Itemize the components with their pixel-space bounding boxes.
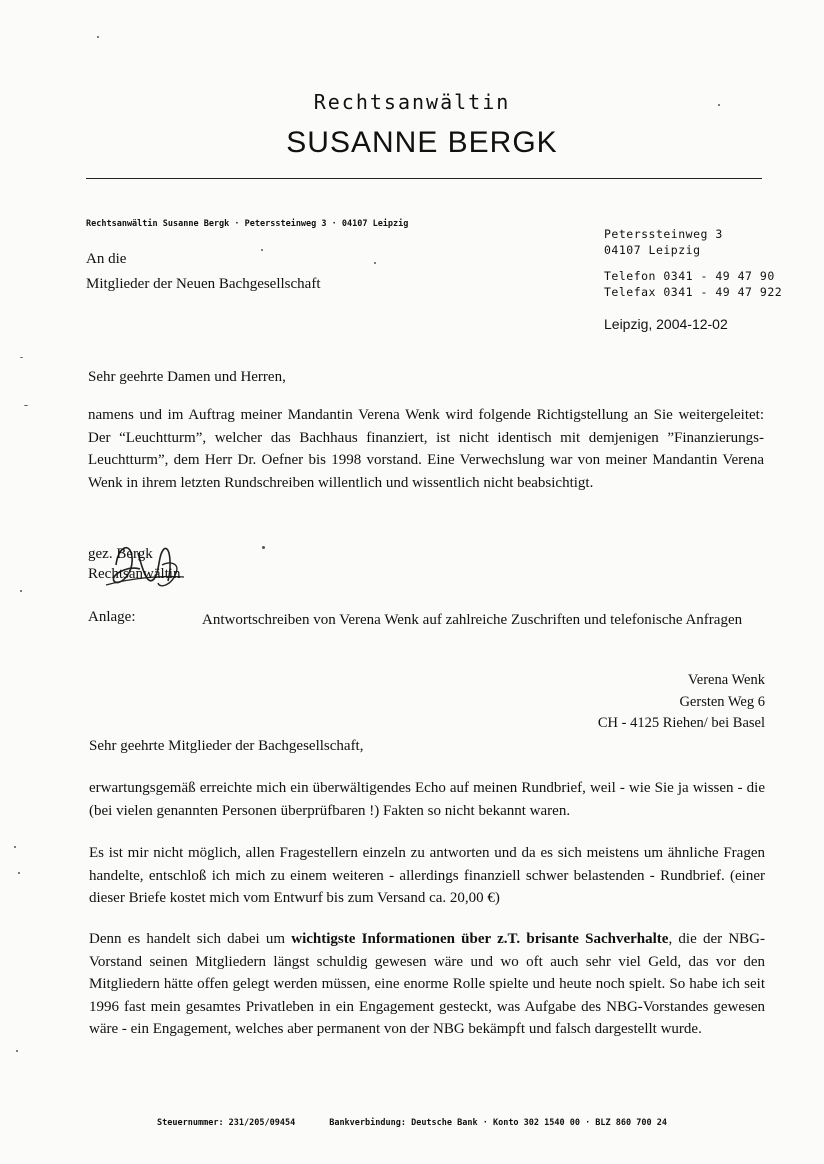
salutation: Sehr geehrte Damen und Herren, (88, 369, 286, 385)
recipient-block (86, 247, 321, 297)
enclosure-text: Antwortschreiben von Verena Wenk auf zahlreiche Zuschriften und telefonische Anfragen (202, 612, 743, 628)
body-paragraph: namens und im Auftrag meiner Mandantin Verena Wenk wird folgende Richtigstellung an Sie weitergeleitet: Der “Leuchtturm”, welcher das Bachhaus finanziert, ist nicht identisch mit demjenigen ”Finanzierungs-Leuchtturm”, dem Herr Dr. Oefner bis 1998 vorstand. Eine Verwechslung war von meiner Mandantin Verena Wenk in ihrem letzten Rundschreiben willentlich und wissentlich nicht beabsichtigt. (88, 407, 764, 491)
enclosure-label: Anlage: (88, 609, 136, 625)
attachment-paragraph-1: erwartungsgemäß erreichte mich ein überwältigendes Echo auf meinen Rundbrief, weil - wie Sie ja wissen - die (bei vielen genannten Personen überprüfbaren !) Fakten so nicht bekannt waren. (89, 780, 765, 819)
letter-date: Leipzig, 2004-12-02 (604, 316, 728, 332)
attachment-paragraph-2: Es ist mir nicht möglich, allen Fragestellern einzeln zu antworten und da es sich meistens um ähnliche Fragen handelte, entschloß ich mich zu einem weiteren - allerdings finanziell schwer belastenden - Rundbrief. (einer dieser Briefe kostet mich vom Entwurf bis zum Versand ca. 20,00 €) (89, 845, 765, 906)
recipient-line2: Mitglieder der Neuen Bachgesellschaft (86, 276, 321, 292)
attachment-sender-name: Verena Wenk (687, 672, 765, 688)
closing-line2: Rechtsanwältin (88, 566, 181, 582)
attachment-paragraph-3-end: , die der NBG-Vorstand seinen Mitgliedern längst schuldig gewesen wäre und wo oft auch sehr viel Geld, das vor den Mitgliedern hätte offen gelegt werden müssen, eine enorme Rolle spielte und heute noch spielt. So habe ich seit 1996 fast mein gesamtes Privatleben in ein Engagement gesteckt, was Aufgabe des NBG-Vorstandes gewesen wäre - ein Engagement, welches aber permanent von der NBG bekämpft und falsch dargestellt wurde. (89, 931, 765, 1037)
attachment-paragraph-3-emphasis: wichtigste Informationen über z.T. brisante Sachverhalte (291, 931, 669, 947)
scan-speck (374, 262, 376, 264)
scan-speck (261, 249, 263, 251)
letterhead-role: Rechtsanwältin (313, 90, 511, 114)
scan-speck (97, 36, 99, 38)
scan-speck (262, 546, 265, 549)
return-address: Rechtsanwältin Susanne Bergk · Peterssteinweg 3 · 04107 Leipzig (86, 219, 409, 229)
sender-info (604, 226, 782, 300)
recipient-line1: An die (86, 251, 127, 267)
sender-city: 04107 Leipzig (604, 243, 701, 257)
attachment-sender (598, 670, 765, 735)
scan-speck (20, 357, 23, 358)
scan-speck (718, 104, 720, 106)
attachment-paragraph-3 (89, 928, 765, 1041)
footer-bank-details: Bankverbindung: Deutsche Bank · Konto 302 1540 00 · BLZ 860 700 24 (329, 1118, 667, 1128)
attachment-sender-street: Gersten Weg 6 (679, 693, 765, 710)
sender-street: Peterssteinweg 3 (604, 227, 723, 241)
handwritten-signature (88, 535, 248, 595)
scan-speck (24, 405, 28, 406)
attachment-sender-city: CH - 4125 Riehen/ bei Basel (597, 715, 765, 731)
attachment-salutation: Sehr geehrte Mitglieder der Bachgesellschaft, (89, 738, 364, 754)
sender-fax: Telefax 0341 - 49 47 922 (604, 285, 783, 299)
letterhead-name: SUSANNE BERGK (286, 126, 558, 159)
scan-speck (20, 590, 22, 592)
letterhead-divider (86, 178, 762, 179)
attachment-paragraph-3-start: Denn es handelt sich dabei um (89, 931, 292, 947)
footer-tax-number: Steuernummer: 231/205/09454 (157, 1118, 296, 1128)
scan-speck (16, 1050, 18, 1052)
scan-speck (18, 872, 20, 874)
sender-phone: Telefon 0341 - 49 47 90 (604, 269, 775, 283)
footer (0, 1118, 824, 1128)
scan-speck (14, 846, 16, 848)
closing-line1: gez. Bergk (88, 546, 153, 562)
